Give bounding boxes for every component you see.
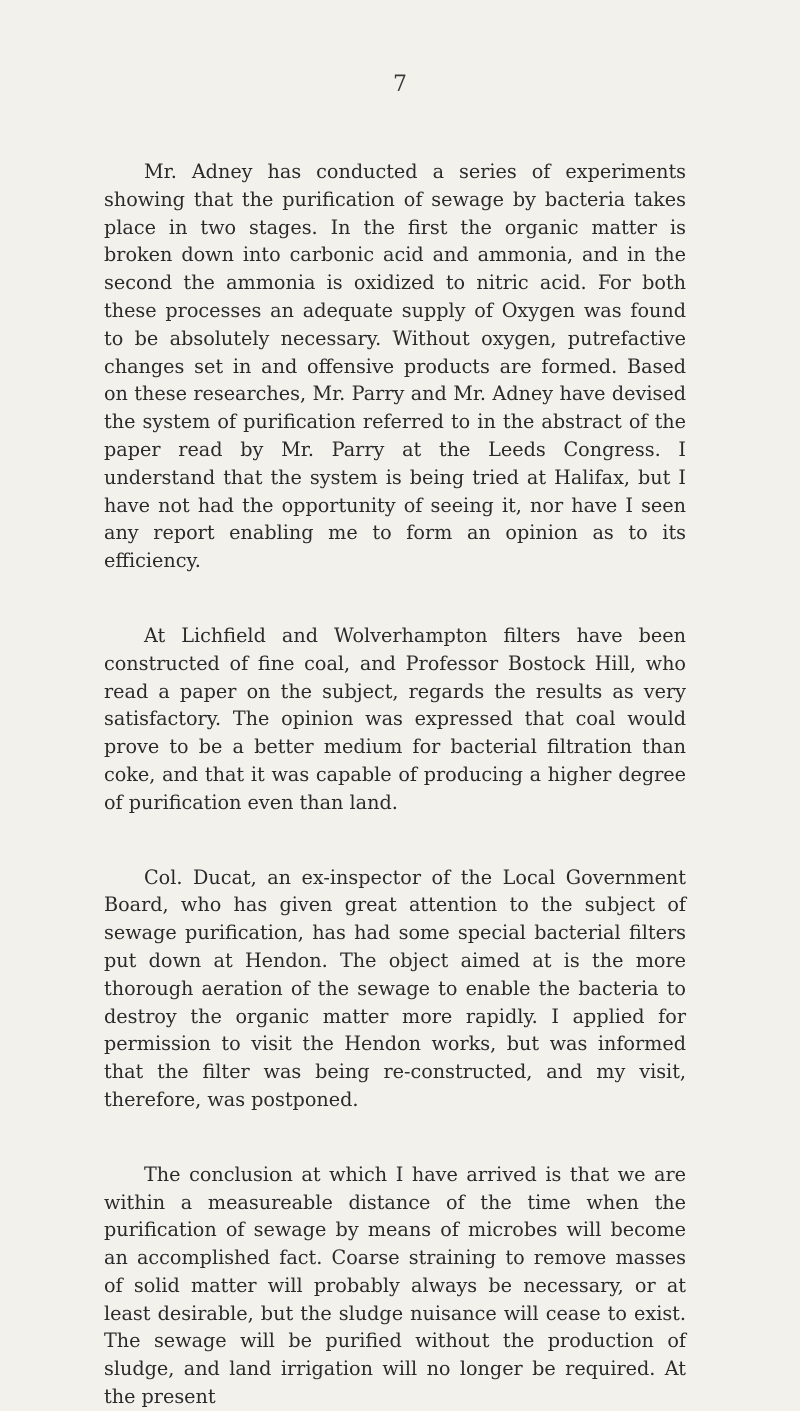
body-text — [104, 158, 686, 1411]
paragraph-conclusion: The conclusion at which I have arrived is that we are within a measureable distance of the time when the purification of sewage by means of microbes will become an accomplished fact. Coarse straining to remove masses of solid matter will probably always be necessary, or at least desirable, but the sludge nuisance will cease to exist. The sewage will be purified without the production of sludge, and land irrigation will no longer be required. At the present — [104, 1162, 686, 1409]
page-number: 7 — [393, 72, 407, 97]
paragraph-adney-experiments: Mr. Adney has conducted a series of experiments showing that the purification of sewage by bacteria takes place in two stages. In the first the organic matter is broken down into carbonic acid and ammonia, and in the second the ammonia is oxidized to nitric acid. For both these processes an adequate supply of Oxygen was found to be absolutely necessary. Without oxygen, putrefactive changes set in and offensive products are formed. Based on these researches, Mr. Parry and Mr. Adney have devised the system of purification referred to in the abstract of the paper read by Mr. Parry at the Leeds Congress. I understand that the system is being tried at Halifax, but I have not had the opportunity of seeing it, nor have I seen any report enabling me to form an opinion as to its efficiency. — [104, 160, 686, 573]
paragraph-coal-filters: At Lichfield and Wolverhampton filters have been constructed of fine coal, and Professor Bostock Hill, who read a paper on the subject, regards the results as very satisfactory. The opinion was expressed that coal would prove to be a better medium for bacterial filtration than coke, and that it was capable of producing a higher degree of purification even than land. — [104, 623, 686, 814]
paragraph-hendon-filters: Col. Ducat, an ex-inspector of the Local Government Board, who has given great attention to the subject of sewage purification, has had some special bacterial filters put down at Hendon. The object aimed at is the more thorough aeration of the sewage to enable the bacteria to destroy the organic matter more rapidly. I applied for permission to visit the Hendon works, but was informed that the filter was being re-constructed, and my visit, therefore, was postponed. — [104, 865, 686, 1111]
